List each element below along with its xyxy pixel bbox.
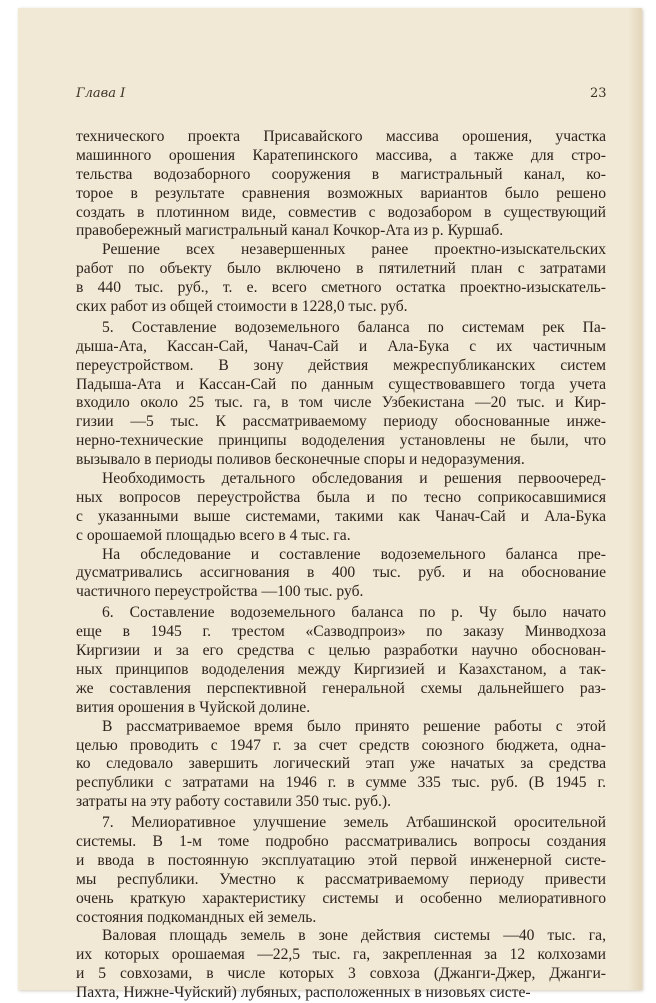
text-line: Валовая площадь земель в зоне действия системы —40 тыс. га, [102,927,606,945]
paragraph [76,604,606,717]
text-line: ских работ из общей стоимости в 1228,0 тыс. руб. [76,298,408,316]
text-line: 5. Составление водоземельного баланса по системам рек Па- [102,318,606,336]
text-line: 6. Составление водоземельного баланса по р. Чу было начато [102,604,606,622]
text-line: создать в плотинном виде, совместив с водозабором в существующий [76,203,606,221]
page-edge-shadow [628,8,642,990]
text-line: частичного переустройства —100 тыс. руб. [76,583,364,601]
text-line: ных принципов вододеления между Киргизией и Казахстаном, а так- [76,660,606,678]
text-line: ных вопросов переустройства была и по тесно соприкосавшимися [76,488,606,506]
text-line: их которых орошаемая —22,5 тыс. га, закрепленная за 12 колхозами [76,946,606,964]
text-line: нерно-технические принципы вододеления установлены не были, что [76,432,606,450]
text-line: В рассматриваемое время было принято решение работы с этой [102,717,606,735]
paragraph [76,927,606,1003]
text-line: гизии —5 тыс. К рассматриваемому периоду обоснованные инже- [76,413,606,431]
text-line: же составления перспективной генеральной схемы дальнейшего раз- [76,679,606,697]
text-line: целью проводить с 1947 г. за счет средств союзного бюджета, одна- [76,736,606,754]
text-line: На обследование и составление водоземельного баланса пре- [102,545,606,563]
body-text [76,128,606,1003]
text-line: машинного орошения Каратепинского массива, а также для стро- [76,146,606,164]
text-line: системы. В 1-м томе подробно рассматривались вопросы создания [76,832,606,850]
text-line: затраты на эту работу составили 350 тыс. руб.). [76,793,391,811]
page-number: 23 [590,86,607,101]
paragraph [76,128,606,241]
text-line: Пахта, Нижне-Чуйский) лубяных, расположенных в низовьях систе- [76,984,531,1002]
text-line: входило около 25 тыс. га, в том числе Узбекистана —20 тыс. и Кир- [76,394,606,412]
text-line: республики с затратами на 1946 г. в сумме 335 тыс. руб. (В 1945 г. [76,774,606,792]
paragraph [76,319,606,470]
text-line: дыша-Ата, Кассан-Сай, Чанач-Сай и Ала-Бука с их частичным [76,337,606,355]
text-line: технического проекта Присавайского массива орошения, участка [76,128,606,145]
text-line: с указанными выше системами, такими как Чанач-Сай и Ала-Бука [76,507,606,525]
text-line: мы республики. Уместно к рассматриваемому периоду привести [76,870,606,888]
paragraph [76,241,606,317]
text-line: 7. Мелиоративное улучшение земель Атбашинской оросительной [102,814,606,832]
text-line: и 5 совхозами, в числе которых 3 совхоза (Джанги-Джер, Джанги- [76,965,606,983]
text-line: Киргизии и за его средства с целью разработки научно обоснован- [76,642,606,660]
text-line: очень краткую характеристику системы и особенно мелиоративного [76,889,606,907]
text-line: работ по объекту было включено в пятилетний план с затратами [76,260,606,278]
paragraph [76,546,606,603]
text-line: Необходимость детального обследования и решения первоочеред- [102,470,606,488]
text-line: торое в результате сравнения возможных вариантов было решено [76,184,606,202]
text-line: состояния подкомандных ей земель. [76,908,317,926]
text-line: Решение всех незавершенных ранее проектно-изыскательских [102,241,606,259]
text-line: вития орошения в Чуйской долине. [76,698,311,716]
text-line: дусматривались ассигнования в 400 тыс. руб. и на обоснование [76,564,606,582]
text-line: тельства водозаборного сооружения в магистральный канал, ко- [76,165,606,183]
text-line: правобережный магистральный канал Кочкор-Ата из р. Куршаб. [76,222,504,240]
text-line: вызывало в периоды поливов бесконечные споры и недоразумения. [76,451,525,469]
paragraph [76,470,606,546]
text-line: с орошаемой площадью всего в 4 тыс. га. [76,526,351,544]
paragraph [76,814,606,927]
text-line: переустройством. В зону действия межреспубликанских систем [76,356,606,374]
text-line: в 440 тыс. руб., т. е. всего сметного остатка проектно-изыскатель- [76,279,606,297]
text-line: и ввода в постоянную эксплуатацию этой первой инженерной систе- [76,851,606,869]
running-head: Глава I [76,86,126,101]
text-line: еще в 1945 г. трестом «Сазводпроиз» по заказу Минводхоза [76,623,606,641]
paragraph [76,718,606,812]
text-line: ко следовало завершить логический этап уже начатых за средства [76,755,606,773]
book-page [18,8,642,1002]
text-line: Падыша-Ата и Кассан-Сай по данным существовавшего тогда учета [76,375,606,393]
